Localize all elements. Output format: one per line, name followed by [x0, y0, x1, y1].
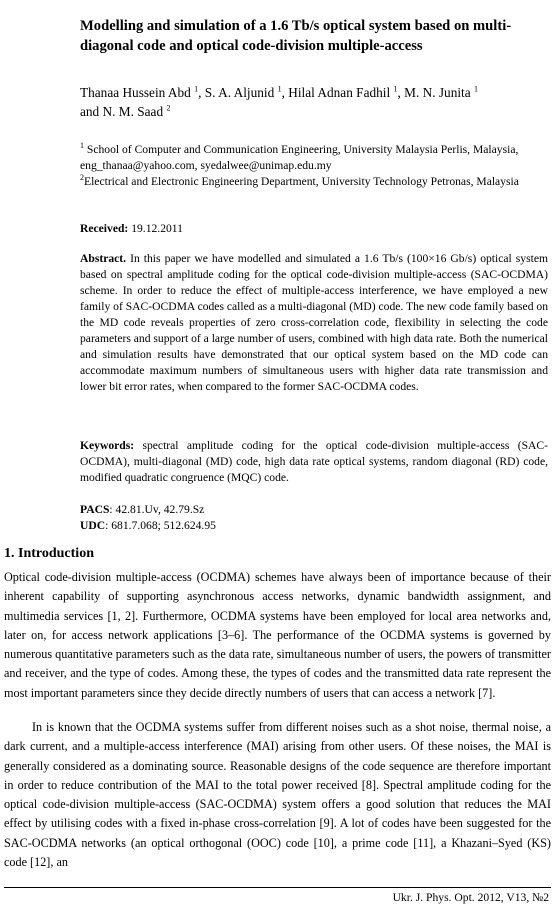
journal-footer: Ukr. J. Phys. Opt. 2012, V13, №2 — [392, 891, 549, 904]
abstract: Abstract. In this paper we have modelled and simulated a 1.6 Tb/s (100×16 Gb/s) optical system based on spectral amplitude coding for the optical code-division multiple-access (SAC-OCDMA) scheme. In order to reduce the effect of multiple-access interference, we have employed a new family of SAC-OCDMA codes called as a multi-diagonal (MD) code. The new code family based on the MD code reveals properties of zero cross-correlation code, flexibility in selecting the code parameters and support of a large number of users, combined with high data rate. Both the numerical and simulation results have demonstrated that our optical system based on the MD code can accommodate maximum numbers of simultaneous users with higher data rate transmission and lower bit error rates, when compared to the former SAC-OCDMA codes. — [80, 252, 548, 393]
body-paragraph: Optical code-division multiple-access (OCDMA) schemes have always been of importance because of their inherent capability of supporting asynchronous access networks, dynamic bandwidth assignment, and multimedia services [1, 2]. Furthermore, OCDMA systems have been employed for local area networks and, later on, for access network applications [3–6]. The performance of the OCDMA systems is governed by numerous quantitative parameters such as the data rate, simultaneous number of users, the powers of transmitter and receiver, and the type of codes. Among these, the types of codes and the transmitted data rate represent the most important parameters since they decide directly numbers of users that can access a network [7]. — [4, 570, 551, 700]
paper-title: Modelling and simulation of a 1.6 Tb/s optical system based on multi-diagonal code and optical code-division multiple-access — [80, 18, 512, 54]
affiliation: $^1$ School of Computer and Communication Engineering, University Malaysia Perlis, Malaysia, eng_thanaa@yahoo.com, syedalwee@unimap.edu.my — [80, 141, 519, 172]
author: Hilal Adnan Fadhil $^1$ — [288, 84, 398, 100]
affiliation: $^2$Electrical and Electronic Engineering Department, University Technology Petronas, Malaysia — [80, 173, 519, 188]
author: M. N. Junita $^1$ — [404, 84, 478, 100]
received-date: Received: 19.12.2011 — [80, 222, 183, 235]
pacs-codes: PACS: 42.81.Uv, 42.79.Sz — [80, 503, 205, 516]
author: Thanaa Hussein Abd $^1$ — [80, 84, 199, 100]
author: S. A. Aljunid $^1$ — [204, 84, 282, 100]
classification-codes — [80, 502, 548, 534]
affiliations — [80, 142, 548, 190]
body-paragraph: In is known that the OCDMA systems suffer from different noises such as a shot noise, thermal noise, a dark current, and a multiple-access interference (MAI) arising from other users. Of these noises, the MAI is generally considered as a dominating source. Reasonable designs of the code sequence are therefore important in order to reduce contribution of the MAI to the total power received [8]. Spectral amplitude coding for the optical code-division multiple-access (SAC-OCDMA) system offers a good solution that reduces the MAI effect by utilising codes with a fixed in-phase cross-correlation [9]. A lot of codes have been suggested for the SAC-OCDMA networks (an optical orthogonal (OOC) code [10], a prime code [11], a Khazani–Syed (KS) code [12], an — [4, 720, 551, 870]
author-list: Thanaa Hussein Abd $^1$, S. A. Aljunid $^1$, Hilal Adnan Fadhil $^1$, M. N. Junita $^1$ and N. M. Saad $^2$ — [80, 84, 478, 119]
author: N. M. Saad $^2$ — [102, 103, 171, 119]
footer-divider — [4, 887, 551, 888]
udc-codes: UDC: 681.7.068; 512.624.95 — [80, 519, 216, 532]
keywords: Keywords: spectral amplitude coding for the optical code-division multiple-access (SAC-OCDMA), multi-diagonal (MD) code, high data rate optical systems, random diagonal (RD) code, modified quadratic congruence (MQC) code. — [80, 439, 548, 484]
section-heading: 1. Introduction — [4, 546, 94, 561]
